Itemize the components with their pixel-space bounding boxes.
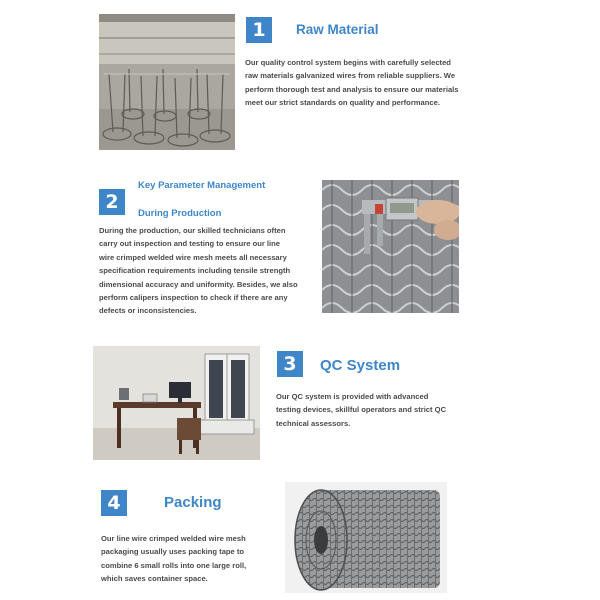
caliper-inspection-photo — [322, 180, 459, 313]
section-number-badge: 1 — [246, 17, 272, 43]
section-number-badge: 4 — [101, 490, 127, 516]
warehouse-photo — [99, 14, 235, 150]
section-description: Our line wire crimped welded wire mesh packaging usually uses packing tape to combine 6 small rolls into one large roll, which saves container space. — [101, 534, 247, 584]
section-description: Our QC system is provided with advanced testing devices, skillful operators and strict QC technical assessors. — [276, 392, 447, 428]
mesh-roll-photo — [285, 482, 447, 593]
testing-lab-photo — [93, 346, 260, 460]
section-description: During the production, our skilled technicians often carry out inspection and testing to ensure our line wire crimped welded wire mesh meets all necessary specification requirements including tensile strength dimensional accuracy and uniformity. Besides, we also perform calipers inspection to check if there are any defects or inconsistencies. — [99, 226, 298, 316]
section-title-line2: During Production — [138, 208, 222, 219]
section-title: Raw Material — [296, 22, 379, 37]
section-title: Packing — [164, 494, 222, 511]
section-number-badge: 3 — [277, 351, 303, 377]
section-title: QC System — [320, 357, 401, 374]
section-description: Our quality control system begins with carefully selected raw materials galvanized wires from reliable suppliers. We perform thorough test and analysis to ensure our materials meet our strict standards on quality and performance. — [245, 58, 459, 108]
section-number-badge: 2 — [99, 189, 125, 215]
section-title-line1: Key Parameter Management — [138, 180, 266, 191]
